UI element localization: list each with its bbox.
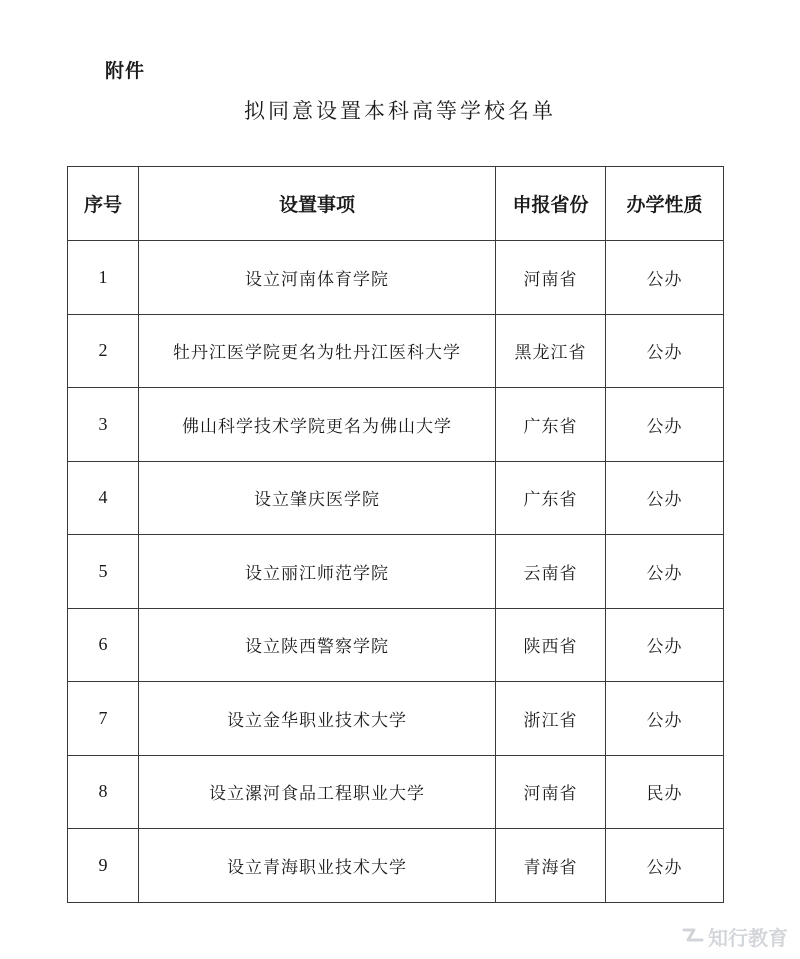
- cell-item: 佛山科学技术学院更名为佛山大学: [139, 388, 496, 462]
- cell-province: 河南省: [496, 755, 606, 829]
- cell-index: 1: [68, 241, 139, 315]
- cell-province: 云南省: [496, 535, 606, 609]
- cell-index: 4: [68, 461, 139, 535]
- watermark: [682, 922, 788, 951]
- cell-nature: 公办: [606, 388, 724, 462]
- header-nature: 办学性质: [606, 167, 724, 241]
- table-row: [68, 241, 724, 315]
- header-index: 序号: [68, 167, 139, 241]
- cell-province: 黑龙江省: [496, 314, 606, 388]
- cell-item: 设立青海职业技术大学: [139, 829, 496, 903]
- cell-item: 设立漯河食品工程职业大学: [139, 755, 496, 829]
- watermark-text: 知行教育: [708, 926, 788, 950]
- attachment-label: 附件: [105, 60, 146, 82]
- page-title: 拟同意设置本科高等学校名单: [244, 99, 556, 123]
- table-row: [68, 535, 724, 609]
- table-row: [68, 461, 724, 535]
- cell-nature: 公办: [606, 241, 724, 315]
- cell-index: 2: [68, 314, 139, 388]
- cell-nature: 公办: [606, 682, 724, 756]
- table-header-row: [68, 167, 724, 241]
- cell-item: 设立肇庆医学院: [139, 461, 496, 535]
- logo-mark-icon: [682, 925, 704, 949]
- header-item: 设置事项: [139, 167, 496, 241]
- header-province: 申报省份: [496, 167, 606, 241]
- school-list-table: [67, 166, 724, 903]
- cell-item: 设立金华职业技术大学: [139, 682, 496, 756]
- cell-nature: 公办: [606, 829, 724, 903]
- cell-index: 5: [68, 535, 139, 609]
- table-row: [68, 829, 724, 903]
- cell-nature: 公办: [606, 608, 724, 682]
- table-row: [68, 388, 724, 462]
- table-row: [68, 682, 724, 756]
- table-row: [68, 608, 724, 682]
- cell-nature: 公办: [606, 314, 724, 388]
- cell-item: 设立河南体育学院: [139, 241, 496, 315]
- cell-nature: 公办: [606, 461, 724, 535]
- cell-province: 陕西省: [496, 608, 606, 682]
- table-row: [68, 314, 724, 388]
- cell-province: 青海省: [496, 829, 606, 903]
- cell-province: 广东省: [496, 388, 606, 462]
- cell-item: 设立丽江师范学院: [139, 535, 496, 609]
- cell-province: 河南省: [496, 241, 606, 315]
- cell-province: 浙江省: [496, 682, 606, 756]
- cell-index: 7: [68, 682, 139, 756]
- cell-nature: 民办: [606, 755, 724, 829]
- cell-index: 9: [68, 829, 139, 903]
- cell-item: 牡丹江医学院更名为牡丹江医科大学: [139, 314, 496, 388]
- cell-index: 6: [68, 608, 139, 682]
- cell-item: 设立陕西警察学院: [139, 608, 496, 682]
- cell-index: 8: [68, 755, 139, 829]
- cell-nature: 公办: [606, 535, 724, 609]
- cell-province: 广东省: [496, 461, 606, 535]
- table-row: [68, 755, 724, 829]
- cell-index: 3: [68, 388, 139, 462]
